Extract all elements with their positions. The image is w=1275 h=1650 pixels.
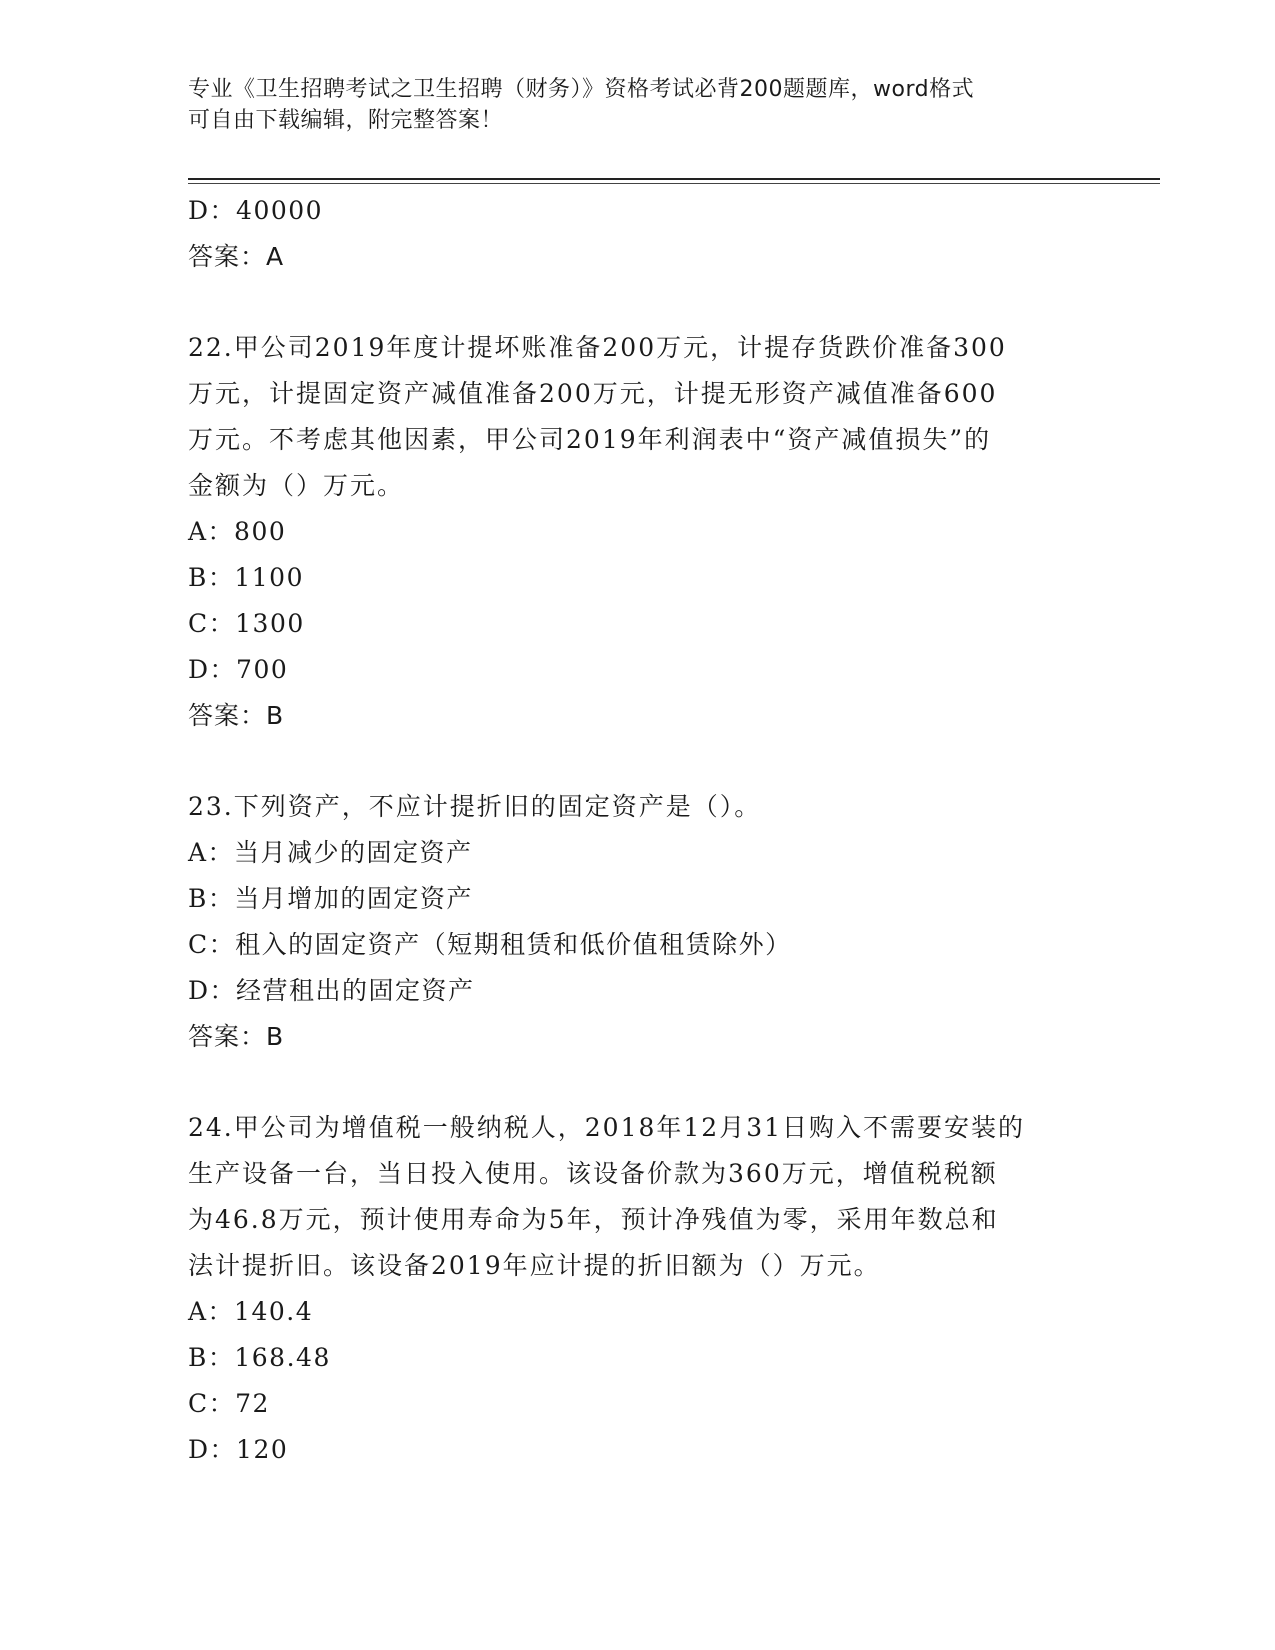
document-header	[188, 74, 1088, 136]
question-stem-line: 万元。不考虑其他因素，甲公司2019年利润表中“资产减值损失”的	[188, 425, 992, 454]
option-d: D：120	[188, 1435, 289, 1464]
question-23	[188, 784, 1108, 1060]
answer-line: 答案：A	[188, 242, 285, 271]
header-line-1: 专业《卫生招聘考试之卫生招聘（财务）》资格考试必背200题题库，word格式	[188, 77, 975, 102]
option-a: A：当月减少的固定资产	[188, 838, 473, 867]
option-c: C：72	[188, 1389, 270, 1418]
question-stem-line: 法计提折旧。该设备2019年应计提的折旧额为（）万元。	[188, 1251, 881, 1280]
option-d: D：经营租出的固定资产	[188, 976, 475, 1005]
option-d: D：700	[188, 655, 289, 684]
document-body	[188, 188, 1108, 1473]
spacer	[188, 1060, 1108, 1105]
header-divider-thin	[188, 183, 1160, 184]
option-b: B：当月增加的固定资产	[188, 884, 473, 913]
previous-question-tail	[188, 188, 1108, 280]
spacer	[188, 739, 1108, 784]
header-line-2: 可自由下载编辑，附完整答案！	[188, 108, 504, 133]
question-stem-line: 23.下列资产，不应计提折旧的固定资产是（）。	[188, 792, 762, 821]
spacer	[188, 280, 1108, 325]
option-c: C：租入的固定资产（短期租赁和低价值租赁除外）	[188, 930, 792, 959]
answer-line: 答案：B	[188, 701, 285, 730]
question-stem-line: 万元，计提固定资产减值准备200万元，计提无形资产减值准备600	[188, 379, 998, 408]
answer-line: 答案：B	[188, 1022, 285, 1051]
question-stem-line: 金额为（）万元。	[188, 471, 405, 500]
option-b: B：168.48	[188, 1343, 331, 1372]
option-c: C：1300	[188, 609, 305, 638]
option-a: A：140.4	[188, 1297, 314, 1326]
question-stem-line: 22.甲公司2019年度计提坏账准备200万元，计提存货跌价准备300	[188, 333, 1007, 362]
question-stem-line: 生产设备一台，当日投入使用。该设备价款为360万元，增值税税额	[188, 1159, 998, 1188]
header-divider-thick	[188, 178, 1160, 180]
question-22	[188, 325, 1108, 739]
option-a: A：800	[188, 517, 287, 546]
option-d: D：40000	[188, 196, 324, 225]
option-b: B：1100	[188, 563, 304, 592]
question-stem-line: 24.甲公司为增值税一般纳税人，2018年12月31日购入不需要安装的	[188, 1113, 1026, 1142]
question-stem-line: 为46.8万元，预计使用寿命为5年，预计净残值为零，采用年数总和	[188, 1205, 999, 1234]
question-24	[188, 1105, 1108, 1473]
